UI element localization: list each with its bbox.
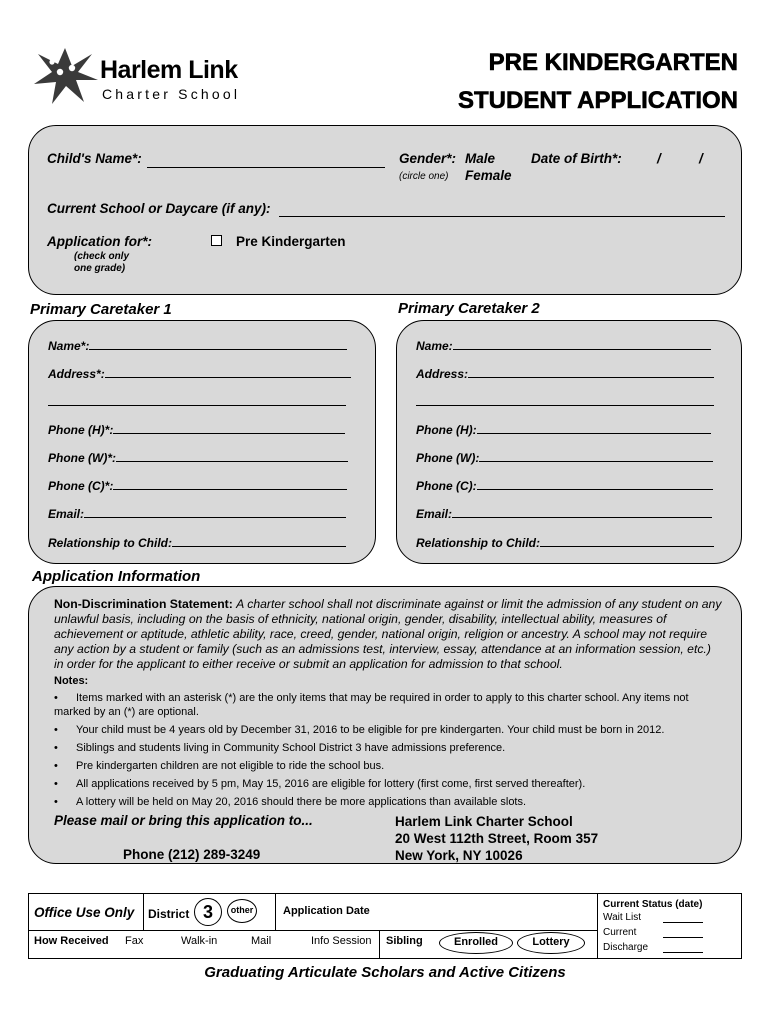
- enrolled-option[interactable]: Enrolled: [439, 932, 513, 954]
- school-logo-icon: [30, 40, 100, 110]
- c2-address-label: Address:: [416, 367, 469, 381]
- child-info-section: [28, 125, 742, 295]
- c2-phone-h-field[interactable]: [477, 433, 711, 434]
- non-discrimination-statement: [54, 597, 722, 672]
- notes-label: Notes:: [54, 675, 89, 687]
- c2-phone-c-field[interactable]: [477, 489, 713, 490]
- dob-label: Date of Birth*:: [531, 151, 622, 166]
- caretaker-2-section: [396, 320, 742, 564]
- note-item: • Items marked with an asterisk (*) are the only items that may be required in order to apply to this charter school. Any items not marked by an (*) are optional.: [54, 692, 689, 718]
- status-current-field[interactable]: [663, 937, 703, 938]
- received-mail[interactable]: Mail: [251, 935, 272, 947]
- office-col-divider: [379, 930, 380, 958]
- note-text: A lottery will be held on May 20, 2016 should there be more applications than available slots.: [76, 796, 527, 808]
- status-current: Current: [603, 927, 637, 938]
- c1-address-label: Address*:: [48, 367, 105, 381]
- c2-relationship-field[interactable]: [540, 546, 714, 547]
- footer-motto: Graduating Articulate Scholars and Active Citizens: [204, 964, 566, 981]
- address-line-1: Harlem Link Charter School: [395, 814, 573, 829]
- logo-subtitle: Charter School: [102, 86, 241, 102]
- c1-address-field[interactable]: [105, 377, 351, 378]
- title-line-1: PRE KINDERGARTEN: [488, 49, 738, 76]
- child-name-label: Child's Name*:: [47, 151, 142, 166]
- c2-relationship-label: Relationship to Child:: [416, 536, 540, 550]
- c2-address-field[interactable]: [468, 377, 714, 378]
- note-text: Pre kindergarten children are not eligible to ride the school bus.: [76, 760, 385, 772]
- c1-phone-c-label: Phone (C)*:: [48, 479, 114, 493]
- c1-name-label: Name*:: [48, 339, 90, 353]
- child-name-field[interactable]: [147, 167, 385, 168]
- c2-phone-w-field[interactable]: [479, 461, 713, 462]
- c1-email-field[interactable]: [84, 517, 346, 518]
- office-col-divider: [275, 894, 276, 930]
- status-waitlist-field[interactable]: [663, 922, 703, 923]
- c1-phone-w-label: Phone (W)*:: [48, 451, 116, 465]
- application-date-label: Application Date: [283, 905, 370, 917]
- title-line-2: STUDENT APPLICATION: [458, 87, 738, 114]
- sibling-label[interactable]: Sibling: [386, 935, 423, 947]
- district-other[interactable]: other: [227, 899, 257, 923]
- note-item: • Siblings and students living in Community School District 3 have admissions preference.: [54, 742, 506, 754]
- c2-address-line-2[interactable]: [416, 405, 714, 406]
- mail-instruction: Please mail or bring this application to...: [54, 813, 313, 828]
- received-fax[interactable]: Fax: [125, 935, 144, 947]
- c2-phone-w-label: Phone (W):: [416, 451, 480, 465]
- page-title: [458, 44, 738, 120]
- pre-k-option-label: Pre Kindergarten: [236, 234, 346, 249]
- status-waitlist: Wait List: [603, 912, 641, 923]
- application-for-hint-1: (check only: [74, 251, 130, 262]
- c1-phone-c-field[interactable]: [113, 489, 347, 490]
- caretaker-1-title: Primary Caretaker 1: [30, 301, 172, 318]
- current-school-label: Current School or Daycare (if any):: [47, 201, 271, 216]
- note-text: All applications received by 5 pm, May 15, 2016 are eligible for lottery (first come, first served thereafter).: [76, 778, 586, 790]
- application-for-hint-2: one grade): [74, 263, 126, 274]
- current-school-field[interactable]: [279, 216, 725, 217]
- dob-separator-2: /: [699, 151, 703, 166]
- pre-k-checkbox[interactable]: [211, 235, 222, 246]
- c1-phone-h-field[interactable]: [113, 433, 345, 434]
- note-text: Items marked with an asterisk (*) are the only items that may be required in order to apply to this charter school. Any items not marked by an (*) are optional.: [54, 692, 689, 718]
- application-info-title: Application Information: [32, 568, 201, 585]
- school-address: [395, 813, 598, 864]
- application-info-section: [28, 586, 742, 864]
- application-for-label: Application for*:: [47, 234, 152, 249]
- address-line-2: 20 West 112th Street, Room 357: [395, 831, 599, 846]
- c2-phone-c-label: Phone (C):: [416, 479, 477, 493]
- dob-separator-1: /: [657, 151, 661, 166]
- c2-phone-h-label: Phone (H):: [416, 423, 477, 437]
- gender-male-option[interactable]: Male: [465, 151, 496, 166]
- c2-name-label: Name:: [416, 339, 453, 353]
- district-label: District: [148, 907, 190, 921]
- office-row-divider: [29, 930, 597, 931]
- nd-text: A charter school shall not discriminate against or limit the admission of any student on any unlawful basis, including on the basis of ethnicity, national origin, gender, disability, intellectual ability, measures of achievement or aptitude, athletic ability, race, creed, gender, national origin, religion or ancestry. A school may not require any action by a student or family (such as an admissions test, interview, essay, attendance at an information session, etc.) in order for the applicant to either receive or submit an application for admission to that school.: [54, 597, 722, 671]
- c1-phone-h-label: Phone (H)*:: [48, 423, 114, 437]
- gender-label: Gender*:: [399, 151, 457, 166]
- note-text: Your child must be 4 years old by December 31, 2016 to be eligible for pre kindergarten. Your child must be born in 2012.: [76, 724, 665, 736]
- note-text: Siblings and students living in Community School District 3 have admissions preference.: [76, 742, 506, 754]
- office-use-table: [28, 893, 742, 959]
- note-item: • A lottery will be held on May 20, 2016 should there be more applications than available slots.: [54, 796, 527, 808]
- c1-address-line-2[interactable]: [48, 405, 346, 406]
- status-title: Current Status (date): [603, 899, 703, 910]
- received-walkin[interactable]: Walk-in: [181, 935, 218, 947]
- status-discharge: Discharge: [603, 942, 649, 953]
- note-item: • Pre kindergarten children are not eligible to ride the school bus.: [54, 760, 385, 772]
- c2-email-field[interactable]: [452, 517, 712, 518]
- office-use-title: Office Use Only: [34, 905, 135, 920]
- received-info-session[interactable]: Info Session: [311, 935, 372, 947]
- lottery-option[interactable]: Lottery: [517, 932, 585, 954]
- circle-one-hint: (circle one): [399, 171, 449, 182]
- district-number[interactable]: 3: [194, 898, 222, 926]
- office-col-divider: [597, 894, 598, 958]
- c1-relationship-label: Relationship to Child:: [48, 536, 172, 550]
- office-col-divider: [143, 894, 144, 930]
- status-discharge-field[interactable]: [663, 952, 703, 953]
- c1-name-field[interactable]: [89, 349, 347, 350]
- c1-email-label: Email:: [48, 507, 85, 521]
- caretaker-1-section: [28, 320, 376, 564]
- note-item: • All applications received by 5 pm, May 15, 2016 are eligible for lottery (first come, first served thereafter).: [54, 778, 586, 790]
- c1-relationship-field[interactable]: [172, 546, 346, 547]
- logo-name: Harlem Link: [100, 56, 238, 84]
- how-received-label: How Received: [34, 935, 109, 947]
- caretaker-2-title: Primary Caretaker 2: [398, 300, 540, 317]
- note-item: • Your child must be 4 years old by December 31, 2016 to be eligible for pre kindergarten. Your child must be born in 2012.: [54, 724, 665, 736]
- c2-email-label: Email:: [416, 507, 453, 521]
- nd-label: Non-Discrimination Statement:: [54, 597, 233, 611]
- gender-female-option[interactable]: Female: [465, 168, 512, 183]
- address-line-3: New York, NY 10026: [395, 848, 523, 863]
- c2-name-field[interactable]: [453, 349, 711, 350]
- school-phone: Phone (212) 289-3249: [123, 847, 261, 862]
- c1-phone-w-field[interactable]: [116, 461, 348, 462]
